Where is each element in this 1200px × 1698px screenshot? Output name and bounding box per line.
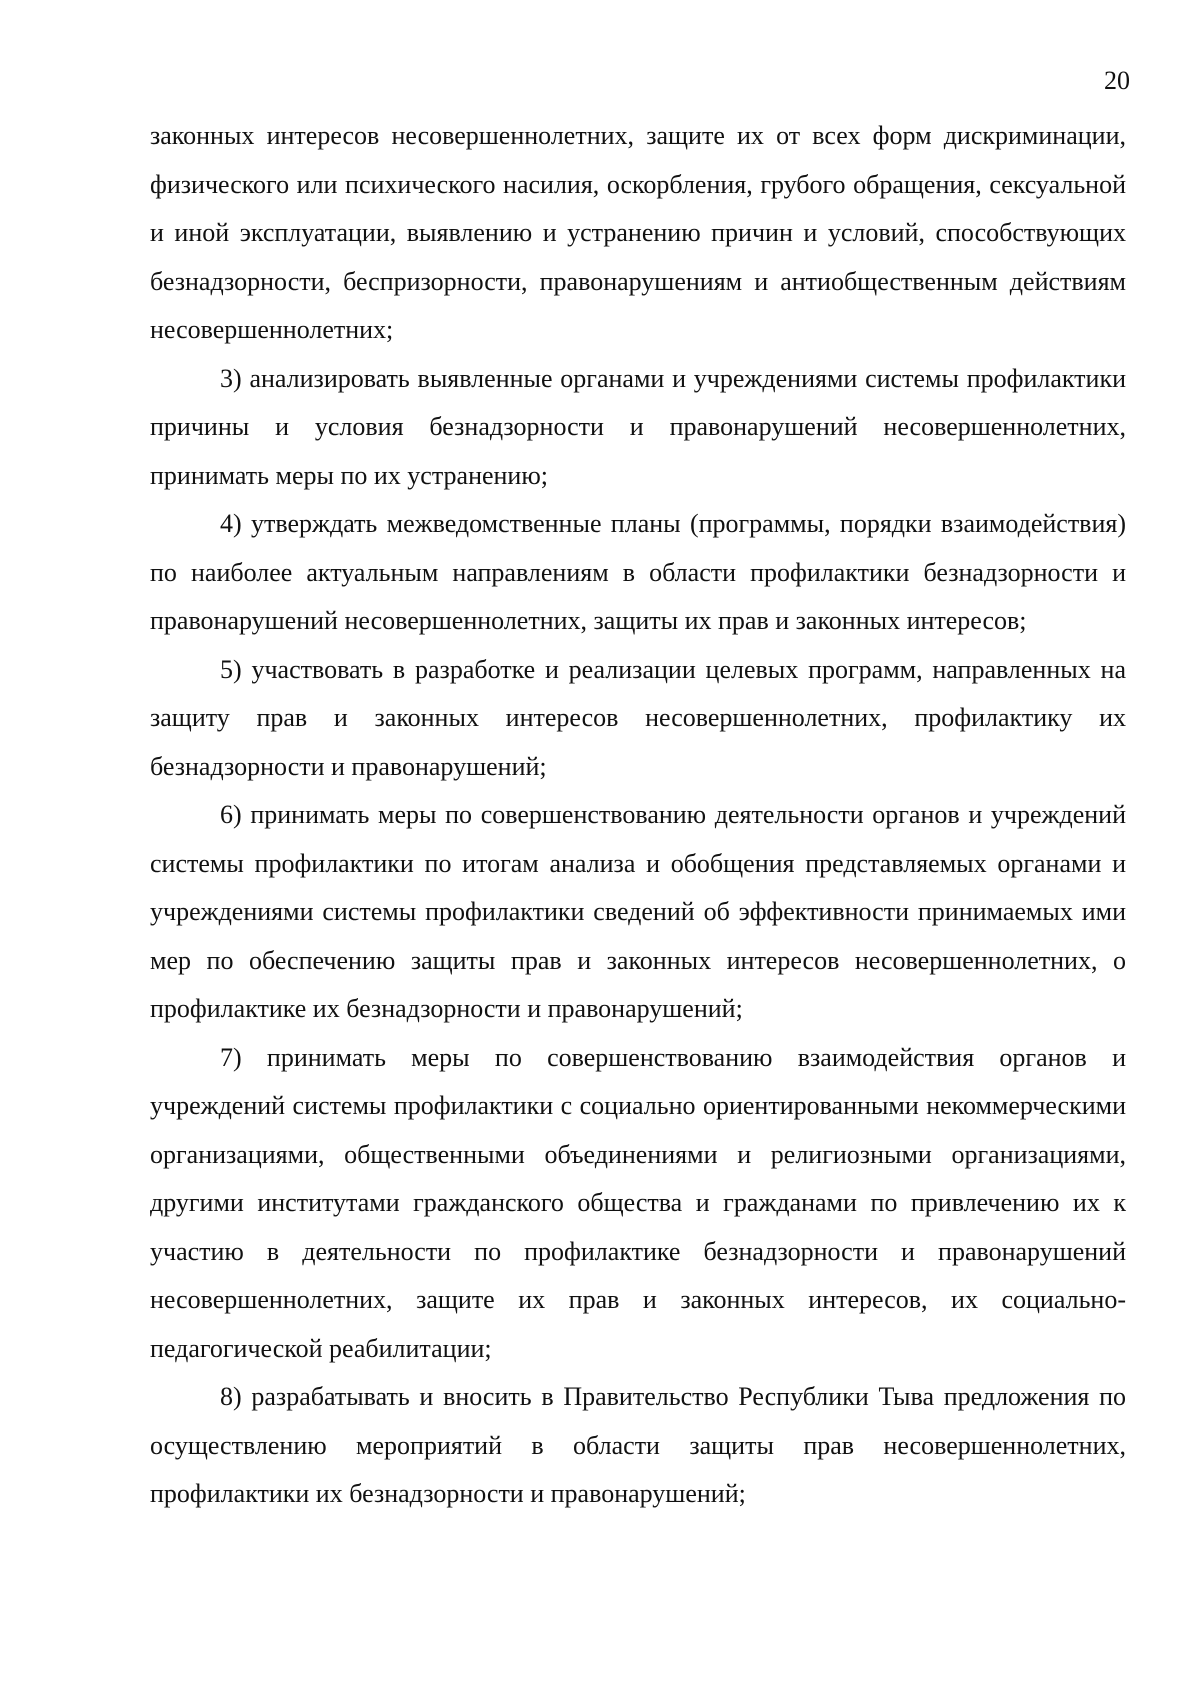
list-item-3: 3) анализировать выявленные органами и учреждениями системы профилактики причины и условия безнадзорности и правонарушений несовершеннолетних, принимать меры по их устранению; [150, 363, 1126, 490]
list-item-4: 4) утверждать межведомственные планы (программы, порядки взаимодействия) по наиболее актуальным направлениям в области профилактики безнадзорности и правонарушений несовершеннолетних, защиты их прав и законных интересов; [150, 509, 1126, 635]
document-body [150, 112, 1126, 1519]
page-number: 20 [1104, 66, 1130, 95]
list-item-7: 7) принимать меры по совершенствованию взаимодействия органов и учреждений системы профилактики с социально ориентированными некоммерческими организациями, общественными объединениями и религиозными организациями, другими институтами гражданского общества и гражданами по привлечению их к участию в деятельности по профилактике безнадзорности и правонарушений несовершеннолетних, защите их прав и законных интересов, их социально-педагогической реабилитации; [150, 1042, 1126, 1363]
list-item-8: 8) разрабатывать и вносить в Правительство Республики Тыва предложения по осуществлению мероприятий в области защиты прав несовершеннолетних, профилактики их безнадзорности и правонарушений; [150, 1382, 1126, 1508]
paragraph-continuation: законных интересов несовершеннолетних, защите их от всех форм дискриминации, физического или психического насилия, оскорбления, грубого обращения, сексуальной и иной эксплуатации, выявлению и устранению причин и условий, способствующих безнадзорности, беспризорности, правонарушениям и антиобщественным действиям несовершеннолетних; [150, 121, 1126, 344]
list-item-5: 5) участвовать в разработке и реализации целевых программ, направленных на защиту прав и законных интересов несовершеннолетних, профилактику их безнадзорности и правонарушений; [150, 654, 1126, 781]
list-item-6: 6) принимать меры по совершенствованию деятельности органов и учреждений системы профилактики по итогам анализа и обобщения представляемых органами и учреждениями системы профилактики сведений об эффективности принимаемых ими мер по обеспечению защиты прав и законных интересов несовершеннолетних, о профилактике их безнадзорности и правонарушений; [150, 800, 1126, 1023]
